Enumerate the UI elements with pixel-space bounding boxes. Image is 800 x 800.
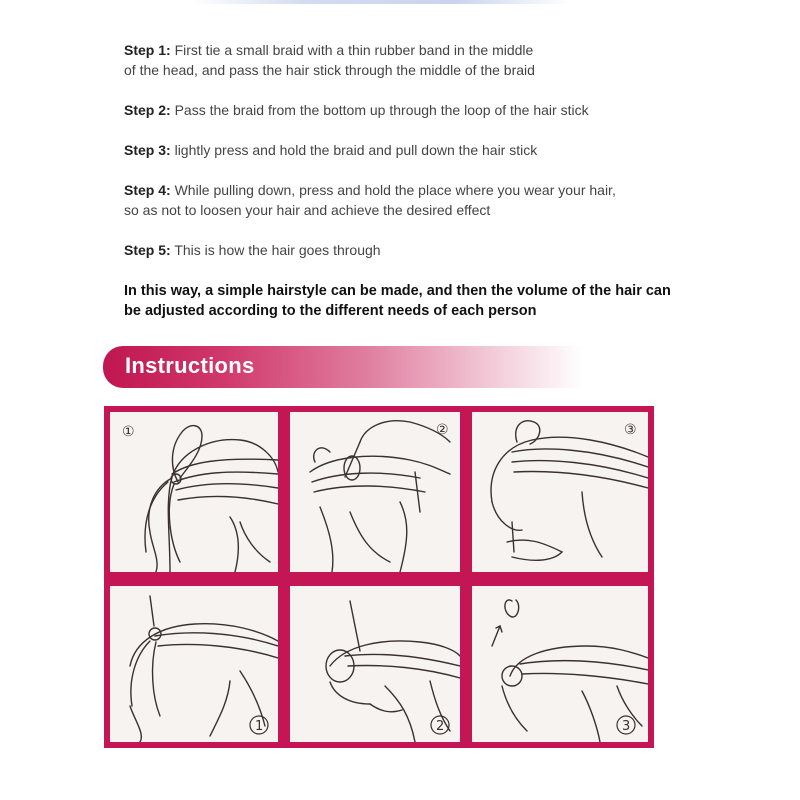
panel-number: 3 bbox=[622, 719, 631, 734]
panel-number: 1 bbox=[255, 719, 264, 734]
step-text: so as not to loosen your hair and achieve the desired effect bbox=[124, 202, 491, 218]
hair-pull-down-drawing bbox=[472, 412, 648, 572]
illustration-panel-5 bbox=[290, 586, 460, 742]
step-label: Step 4: bbox=[124, 182, 171, 198]
panel-number: ③ bbox=[624, 422, 637, 438]
instructions-banner bbox=[103, 346, 583, 388]
hair-hold-drawing bbox=[110, 586, 278, 742]
step-text: lightly press and hold the braid and pull down the hair stick bbox=[174, 142, 538, 158]
step-text: This is how the hair goes through bbox=[174, 242, 381, 258]
step-3 bbox=[124, 140, 537, 160]
hair-stick-loop-drawing bbox=[290, 412, 460, 572]
panel-number: ② bbox=[436, 422, 449, 438]
panel-number: ① bbox=[122, 424, 135, 440]
summary-line: In this way, a simple hairstyle can be made, and then the volume of the hair can bbox=[124, 283, 671, 299]
illustration-panel-2 bbox=[290, 412, 460, 572]
step-5 bbox=[124, 240, 381, 260]
hair-pull-through-drawing bbox=[472, 586, 648, 742]
illustration-panel-4 bbox=[110, 586, 278, 742]
step-label: Step 3: bbox=[124, 142, 171, 158]
step-1 bbox=[124, 40, 535, 80]
step-4 bbox=[124, 180, 616, 220]
panel-number: 2 bbox=[436, 719, 445, 734]
illustration-panel-3 bbox=[472, 412, 648, 572]
summary-line: be adjusted according to the different needs of each person bbox=[124, 303, 537, 319]
step-text: of the head, and pass the hair stick through the middle of the braid bbox=[124, 62, 535, 78]
illustration-panel-1 bbox=[110, 412, 278, 572]
summary-paragraph bbox=[124, 281, 764, 321]
instruction-illustration-grid bbox=[104, 406, 654, 748]
banner-title: Instructions bbox=[125, 353, 255, 378]
hair-press-hold-drawing bbox=[290, 586, 460, 742]
step-label: Step 1: bbox=[124, 42, 171, 58]
step-2 bbox=[124, 100, 589, 120]
illustration-panel-6 bbox=[472, 586, 648, 742]
top-decorative-stripe bbox=[190, 0, 570, 4]
step-label: Step 5: bbox=[124, 242, 171, 258]
step-text: While pulling down, press and hold the place where you wear your hair, bbox=[174, 182, 616, 198]
hair-ponytail-drawing bbox=[110, 412, 278, 572]
step-text: First tie a small braid with a thin rubber band in the middle bbox=[174, 42, 534, 58]
step-label: Step 2: bbox=[124, 102, 171, 118]
step-text: Pass the braid from the bottom up through the loop of the hair stick bbox=[174, 102, 589, 118]
